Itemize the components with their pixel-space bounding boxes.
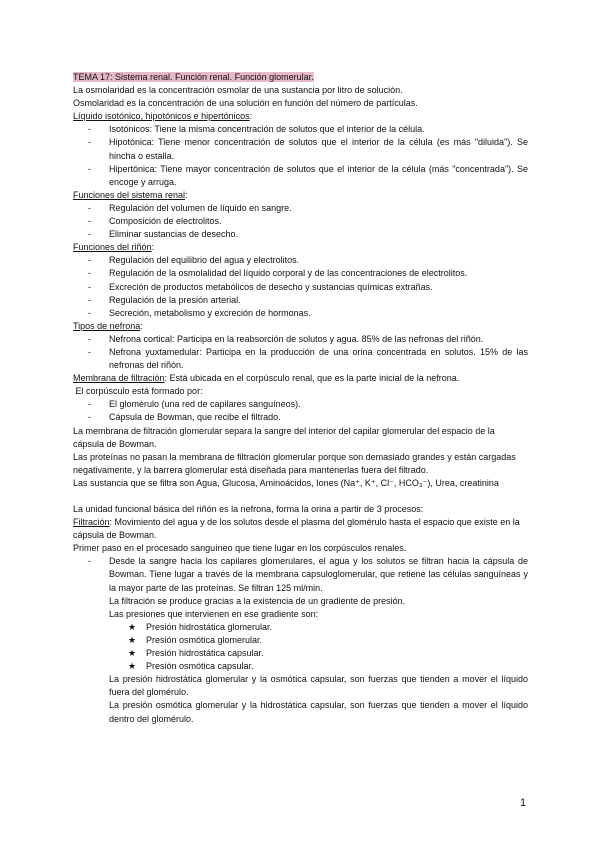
- intro-line: La osmolaridad es la concentración osmolar de una sustancia por litro de solución.: [73, 85, 403, 96]
- list-item: - Regulación del volumen de líquido en sangre.: [88, 202, 292, 213]
- page-number: 1: [520, 797, 527, 809]
- paragraph: Las sustancia que se filtra son Agua, Glucosa, Aminoácidos, Iones (Na⁺, K⁺, Cl⁻, HCO₃⁻), Urea, creatinina: [73, 477, 499, 488]
- list-item: - Regulación del equilibrio del agua y electrolitos.: [88, 255, 300, 266]
- star-list-item: ★ Presión hidrostática glomerular.: [73, 621, 528, 634]
- star-list-item: ★ Presión osmótica capsular.: [73, 660, 528, 673]
- page-title: TEMA 17: Sistema renal. Función renal. Función glomerular.: [73, 72, 314, 82]
- star-list-item: ★ Presión hidrostática capsular.: [73, 647, 528, 660]
- star-icon: ★: [128, 621, 137, 632]
- list-item: - Nefrona yuxtamedular: Participa en la producción de una orina concentrada en solutos. 15% de las nefronas del riñón.: [88, 346, 528, 371]
- intro-line: Osmolaridad es la concentración de una solución en función del número de partículas.: [73, 98, 418, 109]
- paragraph-text: : Movimiento del agua y de los solutos desde el plasma del glomérulo hasta el espacio que existe en la cápsula de Bowman.: [73, 517, 520, 541]
- paragraph: La membrana de filtración glomerular separa la sangre del interior del capilar glomerular del espacio de la cápsula de Bowman.: [73, 425, 495, 449]
- paragraph: La presión osmótica glomerular y la hidrostática capsular, son fuerzas que tienden a mover el líquido dentro del glomérulo.: [109, 700, 528, 724]
- paragraph: La filtración se produce gracias a la existencia de un gradiente de presión.: [109, 595, 406, 606]
- section-heading: Membrana de filtración: [73, 373, 165, 384]
- list-item: - Excreción de productos metabólicos de desecho y sustancias químicas extrañas.: [88, 281, 433, 292]
- section-heading: Filtración: [73, 517, 110, 528]
- document-page: TEMA 17: Sistema renal. Función renal. Función glomerular. La osmolaridad es la concentración osmolar de una sustancia por litro de solución. Osmolaridad es la concentración de una solución en función del número de partículas. Líquido isotónico, hipotónicos e hipertónicos: - Isotónicos: Tiene la misma concentración de solutos que el interior de la célula. - Hipotónica: Tiene menor concentración de solutos que el interior de la célula (es más "diluida"). Se hincha o estalla. - Hipertónica: Tiene mayor concentración de solutos que el interior de la célula (más "concentrada"). Se encoge y arruga. Funciones del sistema renal: - Regulación del volumen de líquido en sangre. - Composición de electrolitos. - Eliminar sustancias de desecho. Funciones del riñón: - Regulación del equilibrio del agua y electrolitos. - Regulación de la osmolalidad del líquido corporal y de las concentraciones de electrolitos. - Excreción de productos metabólicos de desecho y sustancias químicas extrañas. - Regulación de la presión arterial. - Secreción, metabolismo y excreción de hormonas. Tipos de nefrona: - Nefrona cortical: Participa en la reabsorción de solutos y agua. 85% de las nefronas del riñón. - Nefrona yuxtamedular: Participa en la producción de una orina concentrada en solutos. 15% de las nefronas del riñón. Membrana de filtración: Está ubicada en el corpúsculo renal, que es la parte inicial de la nefrona. El corpúsculo está formado por: - El glomérulo (una red de capilares sanguíneos). - Cápsula de Bowman, que recibe el filtrado. La membrana de filtración glomerular separa la sangre del interior del capilar glomerular del espacio de la cápsula de Bowman. Las proteínas no pasan la membrana de filtración glomerular porque son demasiado grandes y están cargadas negativamente, y la barrera glomerular está diseñada para mantenerlas fuera del filtrado. Las sustancia que se filtra son Agua, Glucosa, Aminoácidos, Iones (Na⁺, K⁺, Cl⁻, HCO₃⁻), Urea, creatinina La unidad funcional básica del riñón es la nefrona, forma la orina a partir de 3 procesos: Filtración: Movimiento del agua y de los solutos desde el plasma del glomérulo hasta el espacio que existe en la cápsula de Bowman. Primer paso en el procesado sanguíneo que tiene lugar en los corpúsculos renales. - Desde la sangre hacia los capilares glomerulares, el agua y los solutos se filtran hacia la cápsula de Bowman. Tiene lugar a través de la membrana capsuloglomerular, que retiene las células sanguíneas y la mayor parte de las proteínas. Se filtran 125 ml/min. La filtración se produce gracias a la existencia de un gradiente de presión. Las presiones que intervienen en ese gradiente son: ★ Presión hidrostática glomerular. ★ Presión osmótica glomerular. ★ Presión hidrostática capsular. ★ Presión osmótica capsular. La presión hidrostática glomerular y la osmótica capsular, son fuerzas que tienden a mover el líquido fuera del glomérulo. La presión osmótica glomerular y la hidrostática capsular, son fuerzas que tienden a mover el líquido dentro del glomérulo.: [73, 71, 528, 726]
- star-icon: ★: [128, 661, 137, 672]
- section-heading: Tipos de nefrona: [73, 320, 141, 331]
- list-item: - Isotónicos: Tiene la misma concentración de solutos que el interior de la célula.: [88, 124, 425, 135]
- star-icon: ★: [128, 634, 137, 645]
- list-item: - Composición de electrolitos.: [88, 216, 222, 227]
- list-item: - Secreción, metabolismo y excreción de hormonas.: [88, 307, 311, 318]
- list-item: - Desde la sangre hacia los capilares glomerulares, el agua y los solutos se filtran hacia la cápsula de Bowman. Tiene lugar a través de la membrana capsuloglomerular, que retiene las células sanguíneas y la mayor parte de las proteínas. Se filtran 125 ml/min.: [88, 556, 528, 593]
- section-heading: Funciones del sistema renal: [73, 189, 186, 200]
- paragraph-text: El corpúsculo está formado por:: [73, 386, 203, 397]
- paragraph-text: : Está ubicada en el corpúsculo renal, que es la parte inicial de la nefrona.: [164, 373, 460, 384]
- paragraph: Las presiones que intervienen en ese gradiente son:: [109, 608, 319, 619]
- list-item: - Eliminar sustancias de desecho.: [88, 229, 239, 240]
- star-list-item: ★ Presión osmótica glomerular.: [73, 634, 528, 647]
- list-item: - Regulación de la osmolalidad del líquido corporal y de las concentraciones de electrolitos.: [88, 268, 468, 279]
- paragraph: La presión hidrostática glomerular y la osmótica capsular, son fuerzas que tienden a mover el líquido fuera del glomérulo.: [109, 674, 528, 698]
- star-icon: ★: [128, 648, 137, 659]
- list-item: - Nefrona cortical: Participa en la reabsorción de solutos y agua. 85% de las nefronas del riñón.: [88, 333, 484, 344]
- list-item: - Hipertónica: Tiene mayor concentración de solutos que el interior de la célula (más "concentrada"). Se encoge y arruga.: [88, 163, 528, 187]
- list-item: - Cápsula de Bowman, que recibe el filtrado.: [88, 412, 281, 423]
- list-item: - Regulación de la presión arterial.: [88, 294, 241, 305]
- paragraph: Primer paso en el procesado sanguíneo que tiene lugar en los corpúsculos renales.: [73, 543, 407, 554]
- list-item: - El glomérulo (una red de capilares sanguíneos).: [88, 399, 301, 410]
- paragraph: La unidad funcional básica del riñón es la nefrona, forma la orina a partir de 3 procesos:: [73, 504, 424, 514]
- section-heading: Funciones del riñón: [73, 242, 152, 253]
- paragraph: Las proteínas no pasan la membrana de filtración glomerular porque son demasiado grandes y están cargadas negativamente, y la barrera glomerular está diseñada para mantenerlas fuera del filtrado.: [73, 451, 516, 475]
- section-heading: Líquido isotónico, hipotónicos e hipertónicos: [73, 111, 250, 122]
- list-item: - Hipotónica: Tiene menor concentración de solutos que el interior de la célula (es más "diluida"). Se hincha o estalla.: [88, 137, 528, 161]
